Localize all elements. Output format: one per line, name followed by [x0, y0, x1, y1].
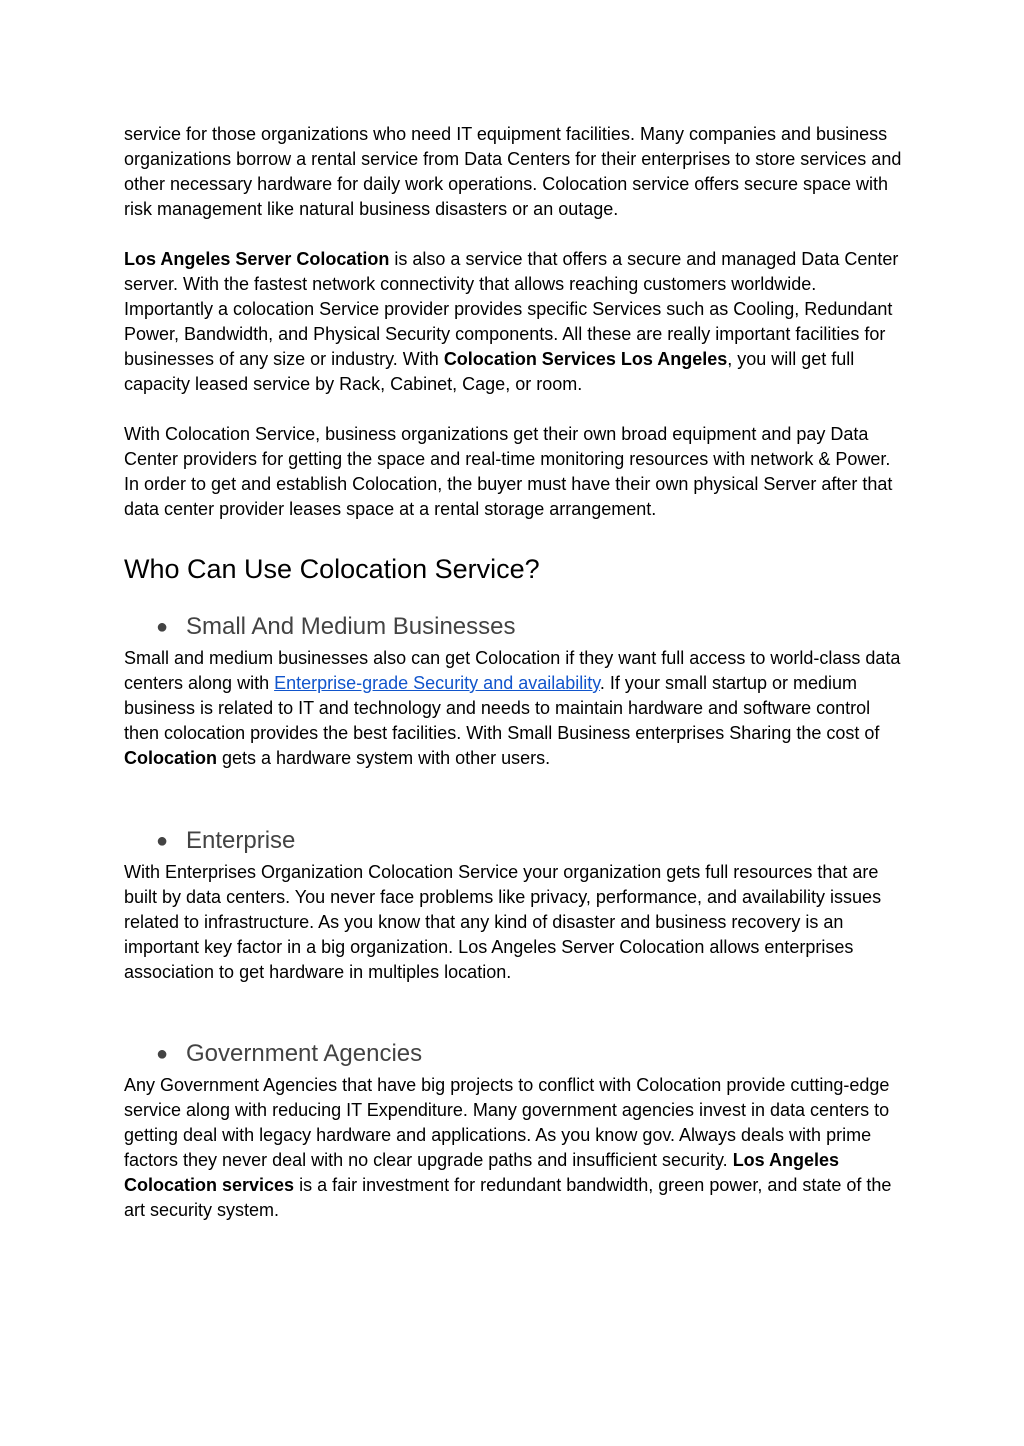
bullet-icon: ●	[156, 830, 169, 852]
bullet-icon: ●	[156, 616, 169, 638]
enterprise-grade-security-link[interactable]: Enterprise-grade Security and availability	[274, 673, 600, 693]
subheading-label: Enterprise	[186, 827, 296, 854]
paragraph-text: gets a hardware system with other users.	[217, 748, 551, 768]
small-medium-businesses-paragraph	[124, 646, 904, 771]
enterprise-paragraph: With Enterprises Organization Colocation Service your organization gets full resources that are built by data centers. You never face problems like privacy, performance, and availability issues related to infrastructure. As you know that any kind of disaster and business recovery is an important key factor in a big organization. Los Angeles Server Colocation allows enterprises association to get hardware in multiples location.	[124, 862, 882, 982]
section-heading: Who Can Use Colocation Service?	[124, 554, 540, 584]
subheading-government-agencies	[124, 1038, 904, 1070]
bold-los-angeles-colocation-services: Los Angeles Colocation services	[124, 1150, 840, 1195]
subheading-enterprise	[124, 825, 904, 857]
intro-paragraph-1: service for those organizations who need IT equipment facilities. Many companies and business organizations borrow a rental service from Data Centers for their enterprises to store services and other necessary hardware for daily work operations. Colocation service offers secure space with risk management like natural business disasters or an outage.	[124, 124, 902, 219]
bold-los-angeles-server-colocation: Los Angeles Server Colocation	[124, 249, 390, 269]
paragraph-text: . If your small startup or medium business is related to IT and technology and needs to maintain hardware and software control then colocation provides the best facilities. With Small Business enterprises Sharing the cost of	[124, 673, 880, 743]
paragraph-text: Any Government Agencies that have big projects to conflict with Colocation provide cutting-edge service along with reducing IT Expenditure. Many government agencies invest in data centers to getting deal with legacy hardware and applications. As you know gov. Always deals with prime factors they never deal with no clear upgrade paths and insufficient security.	[124, 1075, 890, 1170]
bold-colocation: Colocation	[124, 748, 217, 768]
paragraph-text: Small and medium businesses also can get Colocation if they want full access to world-class data centers along with	[124, 648, 901, 693]
bold-colocation-services-los-angeles: Colocation Services Los Angeles	[443, 349, 728, 369]
intro-paragraph-2-text-1: is also a service that offers a secure and managed Data Center server. With the fastest network connectivity that allows reaching customers worldwide. Importantly a colocation Service provider provides specific Services such as Cooling, Redundant Power, Bandwidth, and Physical Security components. All these are really important facilities for businesses of any size or industry. With	[124, 249, 899, 369]
paragraph-text: is a fair investment for redundant bandwidth, green power, and state of the art security system.	[124, 1175, 892, 1220]
intro-paragraph-3: With Colocation Service, business organizations get their own broad equipment and pay Data Center providers for getting the space and real-time monitoring resources with network & Power. In order to get and establish Colocation, the buyer must have their own physical Server after that data center provider leases space at a rental storage arrangement.	[124, 424, 893, 519]
intro-paragraph-2-text-2: , you will get full capacity leased service by Rack, Cabinet, Cage, or room.	[124, 349, 855, 394]
subheading-label: Small And Medium Businesses	[186, 613, 516, 640]
subheading-small-medium-businesses	[124, 611, 904, 643]
subheading-label: Government Agencies	[186, 1040, 423, 1067]
bullet-icon: ●	[156, 1043, 169, 1065]
government-agencies-paragraph	[124, 1073, 904, 1223]
document-page	[124, 122, 904, 1223]
intro-paragraph-2	[124, 247, 904, 397]
